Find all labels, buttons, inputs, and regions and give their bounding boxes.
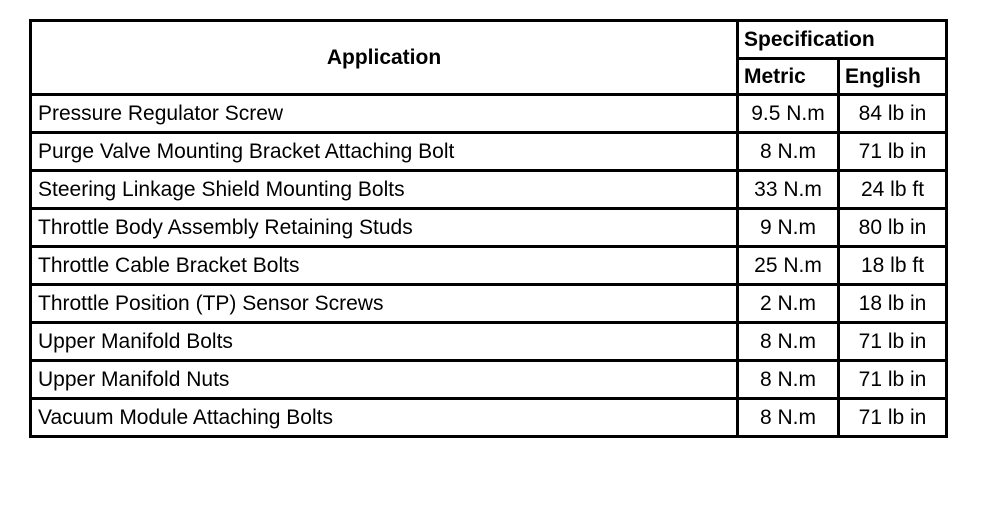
- cell-metric: 8 N.m: [738, 361, 839, 399]
- cell-english: 18 lb ft: [839, 247, 947, 285]
- cell-application: Upper Manifold Nuts: [31, 361, 738, 399]
- cell-application: Upper Manifold Bolts: [31, 323, 738, 361]
- table-row: [31, 95, 947, 133]
- cell-english: 80 lb in: [839, 209, 947, 247]
- header-row-top: [31, 21, 947, 59]
- header-english: English: [839, 59, 947, 95]
- cell-english: 71 lb in: [839, 323, 947, 361]
- cell-english: 71 lb in: [839, 399, 947, 437]
- table-row: [31, 323, 947, 361]
- cell-english: 18 lb in: [839, 285, 947, 323]
- header-application: Application: [31, 21, 738, 95]
- cell-application: Pressure Regulator Screw: [31, 95, 738, 133]
- table-row: [31, 399, 947, 437]
- cell-metric: 9 N.m: [738, 209, 839, 247]
- cell-application: Steering Linkage Shield Mounting Bolts: [31, 171, 738, 209]
- cell-metric: 2 N.m: [738, 285, 839, 323]
- cell-english: 71 lb in: [839, 133, 947, 171]
- table-row: [31, 361, 947, 399]
- cell-english: 24 lb ft: [839, 171, 947, 209]
- cell-metric: 9.5 N.m: [738, 95, 839, 133]
- table-row: [31, 133, 947, 171]
- table-row: [31, 247, 947, 285]
- cell-application: Throttle Body Assembly Retaining Studs: [31, 209, 738, 247]
- cell-metric: 8 N.m: [738, 323, 839, 361]
- cell-application: Purge Valve Mounting Bracket Attaching Bolt: [31, 133, 738, 171]
- cell-english: 84 lb in: [839, 95, 947, 133]
- cell-metric: 33 N.m: [738, 171, 839, 209]
- header-metric: Metric: [738, 59, 839, 95]
- cell-metric: 8 N.m: [738, 133, 839, 171]
- table-row: [31, 171, 947, 209]
- table-row: [31, 209, 947, 247]
- cell-english: 71 lb in: [839, 361, 947, 399]
- specification-table: [29, 19, 948, 438]
- table-row: [31, 285, 947, 323]
- header-specification: Specification: [738, 21, 947, 59]
- cell-metric: 25 N.m: [738, 247, 839, 285]
- cell-application: Throttle Position (TP) Sensor Screws: [31, 285, 738, 323]
- cell-application: Vacuum Module Attaching Bolts: [31, 399, 738, 437]
- cell-metric: 8 N.m: [738, 399, 839, 437]
- cell-application: Throttle Cable Bracket Bolts: [31, 247, 738, 285]
